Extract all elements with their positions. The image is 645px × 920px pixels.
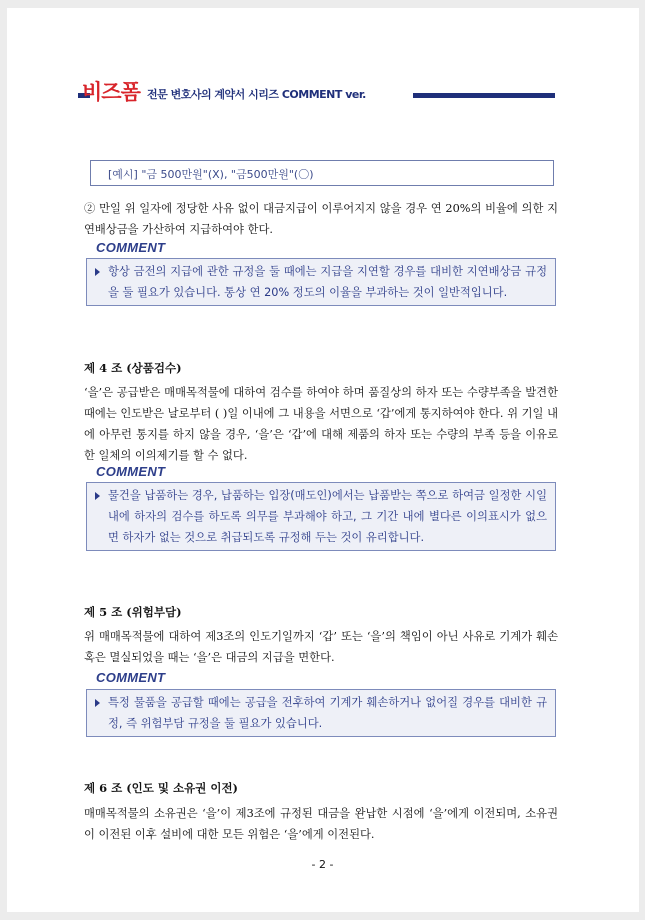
page-number: - 2 - [311, 858, 334, 871]
comment-label: COMMENT [96, 464, 166, 479]
article-6-body: 매매목적물의 소유권은 ‘을’이 제3조에 규정된 대금을 완납한 시점에 ‘을’에게 이전되며, 소유권이 이전된 이후 설비에 대한 모든 위험은 ‘을’에게 이전된다. [84, 807, 558, 841]
brand-logo: 비즈폼 [82, 80, 140, 104]
clause-paragraph-2: ② 만일 위 일자에 정당한 사유 없이 대금지급이 이루어지지 않을 경우 연 20%의 비율에 의한 지연배상금을 가산하여 지급하여야 한다. [84, 202, 558, 236]
comment-text: 특정 물품을 공급할 때에는 공급을 전후하여 기계가 훼손하거나 없어질 경우를 대비한 규정, 즉 위험부담 규정을 둘 필요가 있습니다. [108, 696, 547, 730]
comment-label: COMMENT [96, 240, 166, 255]
comment-text: 항상 금전의 지급에 관한 규정을 둘 때에는 지급을 지연할 경우를 대비한 지연배상금 규정을 둘 필요가 있습니다. 통상 연 20% 정도의 이율을 부과하는 것이 일반적입니다. [108, 265, 547, 299]
article-5-body: 위 매매목적물에 대하여 제3조의 인도기일까지 ‘갑’ 또는 ‘을’의 책임이 아닌 사유로 기계가 훼손 혹은 멸실되었을 때는 ‘을’은 대금의 지급을 면한다. [84, 630, 558, 664]
article-5-title: 제 5 조 (위험부담) [84, 605, 182, 619]
header-rule-right [413, 93, 555, 98]
example-box: [예시] "금 500만원"(X), "금500만원"(〇) [90, 160, 554, 186]
comment-label: COMMENT [96, 670, 166, 685]
arrow-icon [95, 492, 100, 500]
article-6-title: 제 6 조 (인도 및 소유권 이전) [84, 781, 238, 795]
comment-box-3 [86, 689, 556, 737]
comment-text: 물건을 납품하는 경우, 납품하는 입장(매도인)에서는 납품받는 쪽으로 하여금 일정한 시일 내에 하자의 검수를 하도록 의무를 부과해야 하고, 그 기간 내에 별다른 이의표시가 없으면 하자가 없는 것으로 취급되도록 규정해 두는 것이 유리합니다. [108, 489, 547, 544]
arrow-icon [95, 699, 100, 707]
arrow-icon [95, 268, 100, 276]
article-4-body: ‘을’은 공급받은 매매목적물에 대하여 검수를 하여야 하며 품질상의 하자 또는 수량부족을 발견한 때에는 인도받은 날로부터 ( )일 이내에 그 내용을 서면으로 ‘갑’에게 통지하여야 한다. 위 기일 내에 아무런 통지를 하지 않을 경우, ‘을’은 ‘갑’에 대해 제품의 하자 또는 수량의 부족 등을 이유로 한 일체의 이의제기를 할 수 없다. [84, 386, 558, 462]
article-4-title: 제 4 조 (상품검수) [84, 361, 182, 375]
comment-box-1 [86, 258, 556, 306]
comment-box-2 [86, 482, 556, 551]
header-subtitle: 전문 변호사의 계약서 시리즈 COMMENT ver. [147, 88, 366, 101]
